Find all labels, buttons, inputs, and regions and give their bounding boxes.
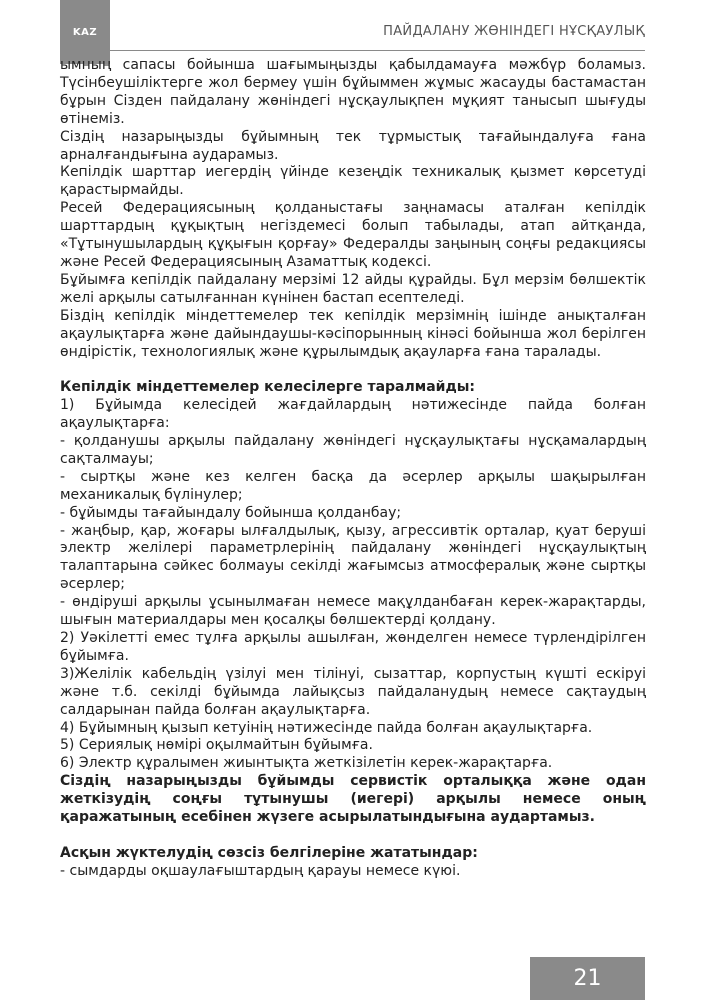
spacer [60, 827, 646, 845]
list-item: 1) Бұйымда келесідей жағдайлардың нәтижесінде пайда болған ақаулықтарға: [60, 397, 646, 432]
language-code: KAZ [72, 26, 98, 38]
list-item: 4) Бұйымның қызып кетуінің нәтижесінде пайда болған ақаулықтарға. [60, 719, 593, 736]
spacer [60, 361, 646, 379]
list-item: - өндіруші арқылы ұсынылмаған немесе мақұлданбаған керек-жарақтарды, шығын материалдары мен қосалқы бөлшектерді қолдану. [60, 594, 646, 629]
paragraph: Біздің кепілдік міндеттемелер тек кепілдік мерзімнің ішінде анықталған ақаулықтарға және дайындаушы-кәсіпорынның кінәсі бойынша жол берілген өндірістік, технологиялық және құрылымдық ақауларға ғана таралады. [60, 307, 646, 360]
list-item: - бұйымды тағайындалу бойынша қолданбау; [60, 504, 402, 521]
list-item: - жаңбыр, қар, жоғары ылғалдылық, қызу, агрессивтік орталар, қуат беруші электр желілері параметрлерінің пайдалану жөніндегі нұсқаулықтың талаптарына сәйкес болмауы секілді жағымсыз атмосфералық және сыртқы әсерлер; [60, 522, 646, 593]
paragraph: Кепілдік шарттар иегердің үйінде кезеңдік техникалық қызмет көрсетуді қарастырмайды. [60, 164, 646, 199]
paragraph: Сіздің назарыңызды бұйымның тек тұрмыстық тағайындалуға ғана арналғандығына аударамыз. [60, 128, 646, 163]
list-item: - сымдарды оқшаулағыштардың қарауы немесе күюі. [60, 862, 461, 879]
list-item: 6) Электр құралымен жиынтықта жеткізілетін керек-жарақтарға. [60, 755, 553, 772]
service-note: Сіздің назарыңызды бұйымды сервистік орталыққа және одан жеткізудің соңғы тұтынушы (иегері) арқылы немесе оның қаражатының есебінен жүзеге асырылатындығына аудартамыз. [60, 773, 646, 826]
page-number: 21 [573, 966, 602, 991]
section-heading: Асқын жүктелудің сөзсіз белгілеріне жататындар: [60, 844, 478, 861]
header-divider [60, 50, 645, 51]
paragraph: Ресей Федерациясының қолданыстағы заңнамасы аталған кепілдік шарттардың құқықтың негіздемесі болып табылады, атап айтқанда, «Тұтынушылардың құқығын қорғау» Федералды заңының соңғы редакциясы және Ресей Федерациясының Азаматтық кодексі. [60, 200, 646, 270]
list-item: - қолданушы арқылы пайдалану жөніндегі нұсқаулықтағы нұсқамалардың сақталмауы; [60, 433, 646, 467]
list-item: 3)Желілік кабельдің үзілуі мен тілінуі, сызаттар, корпустың күшті ескіруі және т.б. секілді бұйымда лайықсыз пайдаланудың немесе сақтаудың салдарынан пайда болған ақаулықтарға. [60, 665, 646, 718]
section-heading: Кепілдік міндеттемелер келесілерге таралмайды: [60, 379, 476, 396]
manual-body [60, 57, 646, 881]
page-header-title: ПАЙДАЛАНУ ЖӨНІНДЕГІ НҰСҚАУЛЫҚ [383, 24, 645, 39]
paragraph: Бұйымға кепілдік пайдалану мерзімі 12 айды құрайды. Бұл мерзім бөлшектік желі арқылы сатылғаннан күнінен бастап есептеледі. [60, 271, 646, 306]
list-item: - сыртқы және кез келген басқа да әсерлер арқылы шақырылған механикалық бүлінулер; [60, 468, 646, 503]
paragraph: ымның сапасы бойынша шағымыңызды қабылдамауға мәжбүр боламыз. Түсінбеушіліктерге жол бермеу үшін бұйыммен жұмыс жасауды бастамастан бұрын Сізден пайдалану жөніндегі нұсқаулықпен мұқият танысып шығуды өтінеміз. [60, 57, 646, 127]
list-item: 2) Уәкілетті емес тұлға арқылы ашылған, жөнделген немесе түрлендірілген бұйымға. [60, 629, 646, 664]
list-item: 5) Сериялық нөмірі оқылмайтын бұйымға. [60, 737, 373, 754]
language-tab [60, 0, 110, 64]
page-number-box [530, 957, 645, 1000]
